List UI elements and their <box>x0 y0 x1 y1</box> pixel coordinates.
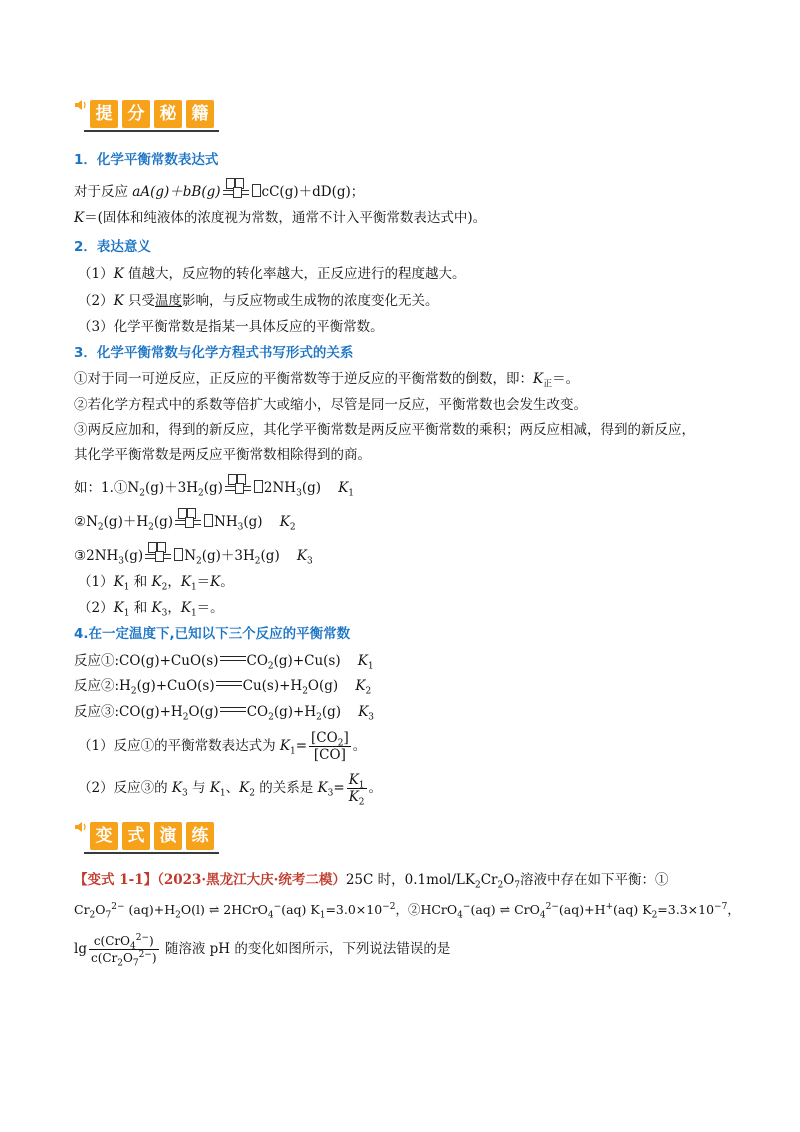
text-line: （3）化学平衡常数是指某一具体反应的平衡常数。 <box>78 319 384 335</box>
exercise-line: 【变式 1-1】（2023·黑龙江大庆·统考二模）25C 时，$0.1mol/LK_2Cr_2O_7$溶液中存在如下平衡：① <box>74 872 669 891</box>
equation-line: 反应$③:CO(g)+H_2O(g)$ $CO_2(g)+H_2(g)$ $K_3$ <box>74 704 375 723</box>
banner-char: 提 <box>90 100 118 128</box>
text-line: （2）反应③的 $K_3$ 与 $K_1$、$K_2$ 的关系是 $K_3=$ $\frac{K_1}{K_2}$ 。 <box>78 772 383 808</box>
text-line: ①对于同一可逆反应，正反应的平衡常数等于逆反应的平衡常数的倒数，即：$K_正=$。 <box>74 371 580 390</box>
equation-line: $②N_2(g)+H_2(g)$ $NH_3(g)$ $K_2$ <box>74 513 296 531</box>
text-line: $(1)K_1$ 和 $K_2$，$K_1=K$。 <box>78 574 234 593</box>
equilibrium-arrow-icon <box>145 548 171 562</box>
equation-line: 反应①:CO(g)+CuO(s) $CO_2(g)+Cu(s)$ $K_1$ <box>74 653 374 672</box>
text-line: 对于反应 aA(g)＋bB(g) cC(g)＋dD(g)； <box>74 183 364 201</box>
text-line: （1）反应①的平衡常数表达式为 $K_1=$ $\frac{[CO_2]}{[CO]}$ 。 <box>78 730 367 763</box>
banner-char: 练 <box>186 822 214 850</box>
banner-underline <box>84 852 219 854</box>
fraction: $\frac{c(CrO_4^{2-})}{c(Cr_2O_7^{2-})}$ <box>90 933 157 969</box>
reversible-arrow-icon <box>220 706 246 714</box>
equation-line: 反应$②:H_2(g)+CuO(s)$ $Cu(s)+H_2O(g)$ $K_2$ <box>74 678 372 697</box>
exercise-source: （2023·黑龙江大庆·统考二模） <box>157 872 346 888</box>
reversible-arrow-icon <box>216 680 242 688</box>
text-line: K＝(固体和纯液体的浓度视为常数，通常不计入平衡常数表达式中)。 <box>74 210 487 226</box>
section-heading: 1．化学平衡常数表达式 <box>74 152 219 168</box>
banner-char: 秘 <box>154 100 182 128</box>
banner-char: 式 <box>122 822 150 850</box>
section-heading: 4.在一定温度下,已知以下三个反应的平衡常数 <box>74 626 351 642</box>
banner-char: 籍 <box>186 100 214 128</box>
equilibrium-arrow-icon <box>175 514 201 528</box>
equilibrium-arrow-icon <box>225 480 251 494</box>
fraction: $\frac{K_1}{K_2}$ <box>348 772 365 808</box>
text-line: （2）K 只受温度影响，与反应物或生成物的浓度变化无关。 <box>78 293 439 309</box>
reversible-arrow-icon <box>220 655 246 663</box>
exercise-tag: 【变式 1-1】 <box>74 872 158 888</box>
section-heading: 2．表达意义 <box>74 239 151 255</box>
speaker-icon <box>74 820 88 834</box>
banner-bianshi-yanlian <box>74 818 224 858</box>
text-line: ③两反应加和，得到的新反应，其化学平衡常数是两反应平衡常数的乘积；两反应相减，得到的新反应， <box>74 422 695 438</box>
banner-tifen-miji <box>74 96 224 136</box>
section-heading: 3．化学平衡常数与化学方程式书写形式的关系 <box>74 345 354 361</box>
equation-line: $③2NH_3(g)$ $N_2(g)+3H_2(g)$ $K_3$ <box>74 547 313 565</box>
equilibrium-arrow-icon <box>223 184 249 198</box>
equation-line: 如：$1.①N_2(g)+3H_2(g)$ $2NH_3(g)$ $K_1$ <box>74 479 354 497</box>
text-line: ②若化学方程式中的系数等倍扩大或缩小，尽管是同一反应，平衡常数也会发生改变。 <box>74 397 587 413</box>
banner-underline <box>84 130 219 132</box>
fraction: $\frac{[CO_2]}{[CO]}$ <box>311 730 349 763</box>
banner-char: 变 <box>90 822 118 850</box>
exercise-line: lg $\frac{c(CrO_4^{2-})}{c(Cr_2O_7^{2-})}$ 随溶液 pH 的变化如图所示，下列说法错误的是 <box>74 933 451 969</box>
banner-char: 分 <box>122 100 150 128</box>
text-line: $(2)K_1$ 和 $K_3$，$K_1=$。 <box>78 600 224 619</box>
banner-char: 演 <box>154 822 182 850</box>
text-line: （1）K 值越大，反应物的转化率越大，正反应进行的程度越大。 <box>78 266 466 282</box>
speaker-icon <box>74 98 88 112</box>
text-line: 其化学平衡常数是两反应平衡常数相除得到的商。 <box>74 447 371 463</box>
exercise-line: $Cr_2O_7^{2-}$ $(aq)+H_2O(l)$ ⇌ 2HCrO$_4$−(aq) $K_1=3.0\times 10^{-2}$，②HCrO$_4$−(aq) ⇌ CrO$_4^{2-}$(aq)+H+(aq) $K_2=3.3\times 10^{-7}$， <box>74 901 740 921</box>
